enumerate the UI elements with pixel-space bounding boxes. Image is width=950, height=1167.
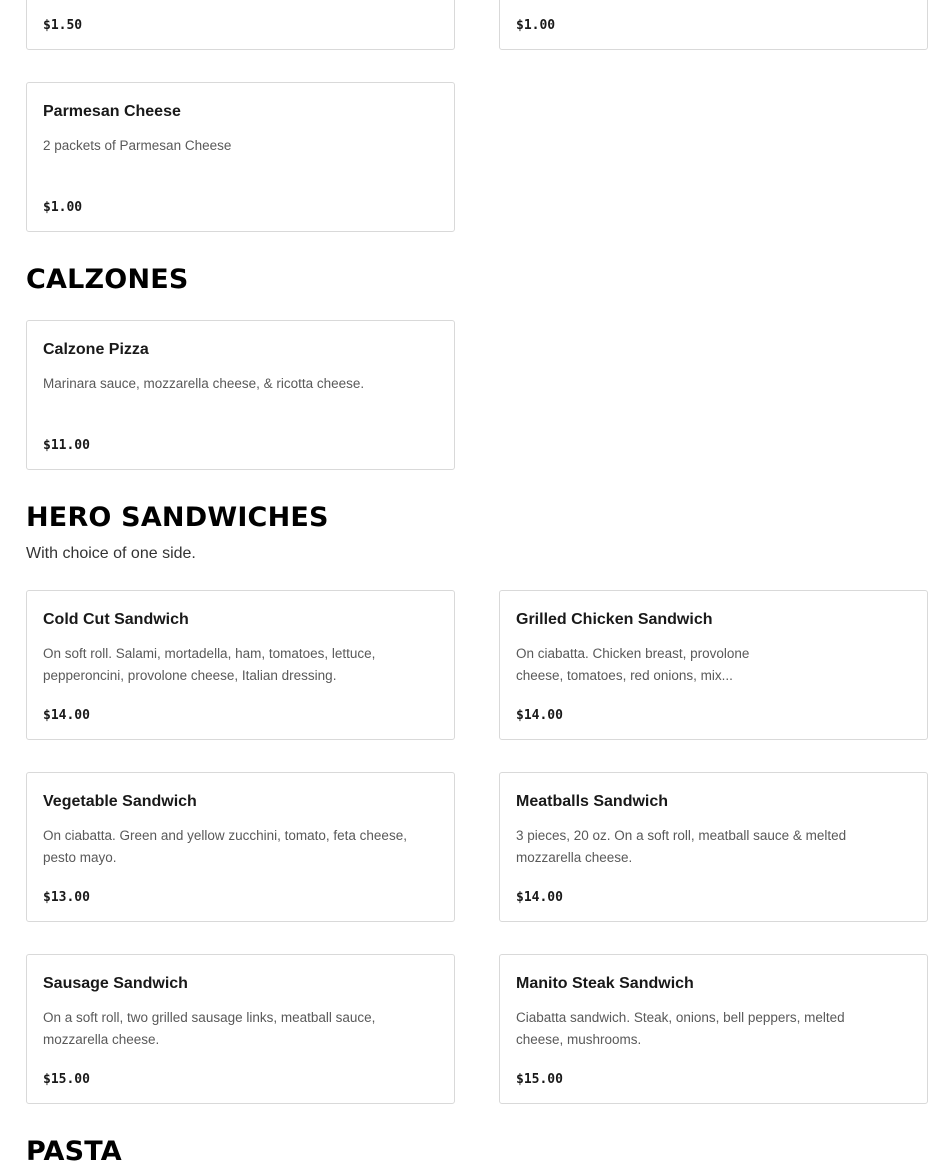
menu-item-card[interactable] <box>499 0 928 50</box>
item-price: $1.50 <box>43 18 83 33</box>
item-price: $15.00 <box>516 1072 563 1087</box>
item-description: Marinara sauce, mozzarella cheese, & ricotta cheese. <box>43 376 365 391</box>
item-description: On ciabatta. Chicken breast, provolone cheese, tomatoes, red onions, mix... <box>516 646 750 683</box>
item-description: On ciabatta. Green and yellow zucchini, tomato, feta cheese, pesto mayo. <box>43 828 407 865</box>
menu-item-sausage-sandwich[interactable] <box>26 954 455 1104</box>
menu-item-parmesan-cheese[interactable] <box>26 82 455 232</box>
item-description: On soft roll. Salami, mortadella, ham, tomatoes, lettuce, pepperoncini, provolone cheese, Italian dressing. <box>43 646 376 683</box>
menu-item-manito-steak-sandwich[interactable] <box>499 954 928 1104</box>
item-price: $14.00 <box>43 708 90 723</box>
section-subtitle: With choice of one side. <box>26 545 196 562</box>
item-description: On a soft roll, two grilled sausage links, meatball sauce, mozzarella cheese. <box>43 1010 376 1047</box>
item-price: $14.00 <box>516 708 563 723</box>
section-title-hero-sandwiches: HERO SANDWICHES <box>26 502 329 533</box>
item-name: Grilled Chicken Sandwich <box>516 611 713 628</box>
item-price: $11.00 <box>43 438 90 453</box>
menu-item-vegetable-sandwich[interactable] <box>26 772 455 922</box>
menu-item-calzone-pizza[interactable] <box>26 320 455 470</box>
menu-item-grilled-chicken-sandwich[interactable] <box>499 590 928 740</box>
item-name: Meatballs Sandwich <box>516 793 669 810</box>
section-title-pasta: PASTA <box>26 1136 122 1167</box>
item-name: Vegetable Sandwich <box>43 793 197 810</box>
item-description: Ciabatta sandwich. Steak, onions, bell peppers, melted cheese, mushrooms. <box>516 1010 845 1047</box>
item-price: $13.00 <box>43 890 90 905</box>
item-description: 3 pieces, 20 oz. On a soft roll, meatball sauce & melted mozzarella cheese. <box>516 828 847 865</box>
item-price: $14.00 <box>516 890 563 905</box>
menu-item-meatballs-sandwich[interactable] <box>499 772 928 922</box>
section-title-calzones: CALZONES <box>26 264 189 295</box>
item-price: $1.00 <box>43 200 83 215</box>
menu-item-cold-cut-sandwich[interactable] <box>26 590 455 740</box>
item-price: $1.00 <box>516 18 556 33</box>
item-name: Cold Cut Sandwich <box>43 611 189 628</box>
item-name: Sausage Sandwich <box>43 975 188 992</box>
item-name: Manito Steak Sandwich <box>516 975 694 992</box>
menu-item-card[interactable] <box>26 0 455 50</box>
item-description: 2 packets of Parmesan Cheese <box>43 138 232 153</box>
item-name: Calzone Pizza <box>43 341 149 358</box>
item-name: Parmesan Cheese <box>43 103 181 120</box>
item-price: $15.00 <box>43 1072 90 1087</box>
